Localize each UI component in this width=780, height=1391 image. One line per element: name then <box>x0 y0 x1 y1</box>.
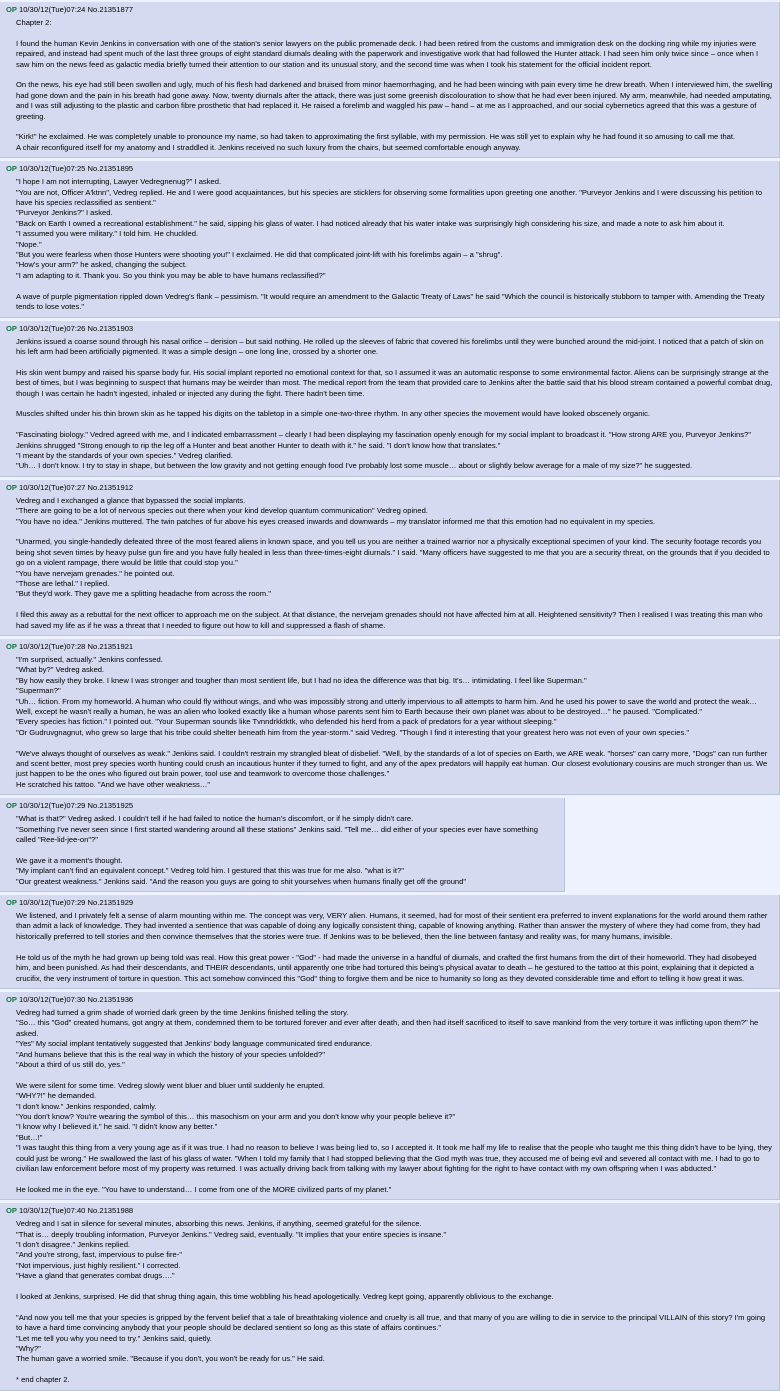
text-line: "Those are lethal." I replied. <box>16 578 110 588</box>
post-number[interactable]: No.21351912 <box>87 482 134 492</box>
post-body <box>16 18 773 153</box>
post-number[interactable]: No.21351925 <box>87 801 134 811</box>
text-line: I looked at Jenkins, surprised. He did that shrug thing again, this time wobbling his head apologetically. Vedreg kept going, apparently oblivious to the exchange. <box>16 1292 554 1302</box>
op-label: OP <box>6 641 17 651</box>
text-line: "Our greatest weakness." Jenkins said. "And the reason you guys are going to shit yourselves when humans finally get off the ground" <box>16 876 467 886</box>
text-line: "I know why I believed it." he said. "I didn't know any better." <box>16 1122 218 1132</box>
post-datetime: 10/30/12(Tue)07:28 <box>18 641 86 651</box>
text-line: "I don't disagree." Jenkins replied. <box>16 1240 131 1249</box>
paragraph <box>16 18 773 28</box>
text-line: "Nope." <box>16 239 42 249</box>
paragraph <box>16 132 773 153</box>
text-line: A chair reconfigured itself for my anatomy and I straddled it. Jenkins received no such luxury from the chairs, but seemed comfortable enough anyway. <box>16 142 521 152</box>
text-line: "Superman?" <box>16 686 61 696</box>
text-line: "WHY?!" he demanded. <box>16 1091 97 1101</box>
paragraph <box>16 1292 773 1302</box>
paragraph <box>16 430 773 472</box>
post-body <box>16 177 773 312</box>
paragraph <box>16 368 773 399</box>
post-header <box>6 898 773 908</box>
post <box>0 895 780 989</box>
text-line: "Let me tell you why you need to try." Jenkins said, quietly. <box>16 1333 212 1343</box>
op-label: OP <box>6 482 17 492</box>
paragraph <box>16 39 773 70</box>
text-line: We were silent for some time. Vedreg slowly went bluer and bluer until suddenly he erupted. <box>16 1080 325 1090</box>
post <box>0 1203 780 1390</box>
text-line: Jenkins issued a coarse sound through his nasal orifice – derision – but said nothing. He rolled up the sleeves of fabric that covered his forelimbs until they were bunched around the mid-joint. I noticed that a patch of skin on his left arm had been artificially pigmented. It was a simple design – one long line, crossed by a shorter one. <box>16 336 764 356</box>
post-number[interactable]: No.21351895 <box>87 164 134 174</box>
paragraph <box>16 80 773 122</box>
paragraph <box>16 749 773 791</box>
text-line: "I assumed you were military." I told him. He chuckled. <box>16 229 199 239</box>
paragraph <box>16 953 773 984</box>
text-line: "And you're strong, fast, impervious to pulse fire-" <box>16 1250 182 1260</box>
text-line: "How's your arm?" he asked, changing the subject. <box>16 260 188 270</box>
text-line: Vedreg and I exchanged a glance that bypassed the social implants. <box>16 495 246 505</box>
text-line: "I was taught this thing from a very young age as if it was true. I had no reason to believe I was being lied to, so I accepted it. It took me half my life to realise that the people who taught me this thing didn't have to be lying, they could just be wrong." He swallowed the last of his glass of water. "When I told my family that I had stopped believing that the God myth was true, they accused me of being evil and severed all contact with me. I had to go to civilian law enforcement before most of my property was returned. I was actually driving back from talking with my lawyer about fighting for the right to have contact with my own offspring when I was abducted." <box>16 1143 772 1173</box>
text-line: "You are not, Officer A'ktnn", Vedreg replied. He and I were good acquaintances, but his species are sticklers for observing some formalities upon greeting one another. "Purveyor Jenkins and I were discussing his petition to have his species reclassified as sentient." <box>16 187 763 208</box>
post-header <box>6 5 773 15</box>
text-line: "Purveyor Jenkins?" I asked. <box>16 208 113 218</box>
paragraph <box>16 496 773 527</box>
paragraph <box>16 856 558 887</box>
text-line: "But you were fearless when those Hunters were shooting you!" I exclaimed. He did that complicated joint-lift with his forelimbs again – a "shrug". <box>16 250 503 260</box>
op-label: OP <box>6 5 17 14</box>
text-line: "Unarmed, you single-handedly defeated three of the most feared aliens in known space, and you tell us you are neither a trained warrior nor a physically exceptional specimen of your kind. The security footage records you being shot seven times by heavy pulse gun fire and you have fully healed in less than three-times-eight diurnals." I said. "Many officers have suggested to me that you are a security threat, on the grounds that if you decided to go on a violent rampage, there would be little that could stop you." <box>16 537 770 568</box>
text-line: "You have no idea." Jenkins muttered. The twin patches of fur above his eyes creased inwards and downwards – my translator informed me that this emotion had no equivalent in my species. <box>16 516 655 526</box>
paragraph <box>16 610 773 631</box>
text-line: "I am adapting to it. Thank you. So you think you may be able to have humans reclassified?" <box>16 270 326 280</box>
post-number[interactable]: No.21351877 <box>87 5 134 14</box>
post <box>0 992 780 1200</box>
post-datetime: 10/30/12(Tue)07:26 <box>18 323 86 333</box>
op-label: OP <box>6 801 17 811</box>
text-line: "But they'd work. They gave me a splitting headache from across the room." <box>16 589 271 599</box>
text-line: "I don't know." Jenkins responded, calmly. <box>16 1101 157 1111</box>
text-line: Vedreg and I sat in silence for several minutes, absorbing this news. Jenkins, if anything, seemed grateful for the silence. <box>16 1219 422 1229</box>
text-line: Jenkins shrugged "Strong enough to rip the leg off a Hunter and beat another Hunter to death with it." he said. "I don't know how that translates." <box>16 440 501 450</box>
post-body <box>16 655 773 790</box>
post-datetime: 10/30/12(Tue)07:25 <box>18 164 86 174</box>
text-line: "Something I've never seen since I first started wandering around all these stations" Jenkins said. "Tell me… did either of your species ever have something called "Ree-lid-jee-on"?" <box>16 824 538 845</box>
text-line: We gave it a moment's thought. <box>16 855 123 865</box>
post-number[interactable]: No.21351936 <box>87 994 134 1004</box>
paragraph <box>16 814 558 845</box>
post-header <box>6 801 558 811</box>
text-line: * end chapter 2. <box>16 1375 70 1385</box>
text-line: "Kirk!" he exclaimed. He was completely unable to pronounce my name, so had taken to approximating the first syllable, with my permission. He was still yet to explain why he had found it so amusing to call me that. <box>16 132 736 142</box>
text-line: "Yes" My social implant tentatively suggested that Jenkins' body language communicated tired endurance. <box>16 1039 373 1049</box>
paragraph <box>16 1219 773 1281</box>
text-line: "Uh… fiction. From my homeworld. A human who could fly without wings, and who was impossibly strong and utterly impervious to all attempts to harm him. And he used his power to save the world and protect the weak… Well, except he wasn't really a human, he was an alien who looked exactly like a human whose parents sent him to Earth because their own planet was about to be destroyed…" he paused. "Complicated." <box>16 696 757 717</box>
post <box>0 639 780 795</box>
text-line: On the news, his eye had still been swollen and ugly, much of his flesh had darkened and bruised from minor haemorrhaging, and he had been wincing with pain every time he drew breath. When I interviewed him, the swelling had gone down and the pain in his breath had gone away. Now, twenty diurnals after the attack, there was just some greenish discolouration to show that he had ever been injured. My arm, meanwhile, had needed amputating, and I was still adjusting to the plastic and carbon fibre prosthetic that had replaced it. He raised a forelimb and waggled his paw – hand – at me as I approached, and our social cybernetics agreed that this was a gesture of greeting. <box>16 80 773 121</box>
text-line: "I'm surprised, actually." Jenkins confessed. <box>16 654 163 664</box>
post-number[interactable]: No.21351988 <box>87 1206 134 1216</box>
text-line: "There are going to be a lot of nervous species out there when your kind develop quantum communication" Vedreg opined. <box>16 506 428 516</box>
text-line: "I meant by the standards of your own species." Vedreg clarified. <box>16 450 233 460</box>
paragraph <box>16 655 773 738</box>
text-line: "Back on Earth I owned a recreational establishment." he said, sipping his glass of water. I had noticed already that his water intake was surprisingly high considering his size, and made a note to ask him about it. <box>16 218 725 228</box>
post-datetime: 10/30/12(Tue)07:40 <box>18 1206 86 1216</box>
post-header <box>6 324 773 334</box>
op-label: OP <box>6 323 17 333</box>
post-header <box>6 642 773 652</box>
paragraph <box>16 1081 773 1175</box>
post-body <box>16 814 558 887</box>
post-body <box>16 337 773 472</box>
text-line: "I hope I am not interrupting, Lawyer Vedregnenug?" I asked. <box>16 177 222 187</box>
paragraph <box>16 409 773 419</box>
text-line: "My implant can't find an equivalent concept." Vedreg told him. I gestured that this was true for me also. "what is it?" <box>16 866 404 876</box>
text-line: "Or Gudruvgnagnut, who grew so large that his tribe could shelter beneath him from the year-storm." said Vedreg. "Though I find it interesting that your greatest hero was not even of your own species." <box>16 727 690 737</box>
post <box>0 2 780 158</box>
paragraph <box>16 292 773 313</box>
post-number[interactable]: No.21351929 <box>87 898 134 908</box>
text-line: We listened, and I privately felt a sense of alarm mounting within me. The concept was very, VERY alien. Humans, it seemed, had for most of their sentient era preferred to invent explanations for the world around them rather than admit a lack of knowledge. They had invented a sentience that was capable of doing any logically consistent thing, capable of knowing anything. Rather than answer the mystery of where they had come from, they had historically preferred to tell stories and then convince themselves that the stories were true. If Jenkins was to be believed, then the line between fantasy and reality was, for many humans, invisible. <box>16 911 768 941</box>
text-line: "Every species has fiction." I pointed out. "Your Superman sounds like Tvnndrkktktk, who defended his herd from a pack of predators for a year without sleeping." <box>16 717 557 727</box>
text-line: He scratched his tattoo. "And we have other weakness…" <box>16 779 211 789</box>
post-body <box>16 1219 773 1385</box>
post-number[interactable]: No.21351903 <box>87 323 134 333</box>
paragraph <box>16 1313 773 1365</box>
text-line: He looked me in the eye. "You have to understand… I come from one of the MORE civilized parts of my planet." <box>16 1184 392 1194</box>
text-line: "Why?" <box>16 1344 41 1354</box>
post-header <box>6 995 773 1005</box>
post-datetime: 10/30/12(Tue)07:30 <box>18 994 86 1004</box>
post-datetime: 10/30/12(Tue)07:27 <box>18 482 86 492</box>
paragraph <box>16 177 773 281</box>
text-line: "You have nervejam grenades." he pointed out. <box>16 568 175 578</box>
text-line: "About a third of us still do, yes." <box>16 1059 125 1069</box>
text-line: "And now you tell me that your species is gripped by the fervent belief that a tale of breathtaking violence and cruelty is all true, and that many of you are willing to die in service to the principal VILLAIN of this story? I'm going to have a hard time convincing anybody that your people should be declared sentient so long as this state of affairs continues." <box>16 1312 766 1333</box>
post-body <box>16 496 773 631</box>
text-line: "What by?" Vedreg asked. <box>16 665 105 675</box>
text-line: "You don't know? You're wearing the symbol of this… this masochism on your arm and you don't know why your people believe it?" <box>16 1111 456 1121</box>
post-datetime: 10/30/12(Tue)07:29 <box>18 898 86 908</box>
post-header <box>6 483 773 493</box>
op-label: OP <box>6 994 17 1004</box>
post <box>0 161 780 317</box>
post-header <box>6 164 773 174</box>
text-line: Chapter 2: <box>16 18 52 27</box>
paragraph <box>16 1185 773 1195</box>
text-line: "Have a gland that generates combat drugs…." <box>16 1271 175 1281</box>
text-line: "And humans believe that this is the real way in which the history of your species unfolded?" <box>16 1049 325 1059</box>
text-line: A wave of purple pigmentation rippled down Vedreg's flank – pessimism. "It would require an amendment to the Galactic Treaty of Laws" he said "Which the council is historically stubborn to tamper with. Amending the Treaty tends to lose votes." <box>16 291 765 312</box>
text-line: "Uh… I don't know. I try to stay in shape, but between the low gravity and not getting enough food I've probably lost some muscle… about or slightly below average for a male of my size?" he suggested. <box>16 461 693 471</box>
paragraph <box>16 1008 773 1070</box>
paragraph <box>16 537 773 599</box>
text-line: I found the human Kevin Jenkins in conversation with one of the station's senior lawyers on the public promenade deck. I had been retired from the customs and immigration desk on the docking ring while my injuries were repaired, and instead had spent much of the last three groups of eight standard diurnals dealing with the paperwork and investigative work that had followed the Hunter attack. I had seen him only twice since – once when I saw him on the news feed as galactic media briefly turned their attention to our station and its unusual story, and the second time was when I took his statement for the official incident report. <box>16 38 759 69</box>
text-line: "Not impervious, just highly resilient." I corrected. <box>16 1260 181 1270</box>
text-line: Muscles shifted under his thin brown skin as he tapped his digits on the tabletop in a simple one-two-three rhythm. In any other species the movement would have looked obscenely organic. <box>16 409 651 419</box>
text-line: "By how easily they broke. I knew I was stronger and tougher than most sentient life, but I had no idea the difference was that big. It's… intimidating. I feel like Superman." <box>16 675 587 685</box>
post-body <box>16 1008 773 1195</box>
post <box>0 480 780 636</box>
text-line: "So… this "God" created humans, got angry at them, condemned them to be tortured forever and ever after death, and then had itself sacrificed to itself to save mankind from the very torture it was inflicting upon them?" he asked. <box>16 1018 759 1038</box>
post <box>0 321 780 477</box>
text-line: "Fascinating biology." Vedred agreed with me, and I indicated embarrassment – clearly I had been displaying my fascination openly enough for my social implant to broadcast it. "How strong ARE you, Purveyor Jenkins?" <box>16 430 751 440</box>
text-line: I filed this away as a rebuttal for the next officer to approach me on the subject. At that distance, the nervejam grenades should not have affected him at all. Heightened sensitivity? Then I realised I was treating this man who had saved my life as if he was a threat that I needed to figure out how to kill and suppressed a flash of shame. <box>16 610 763 630</box>
text-line: His skin went bumpy and raised his sparse body fur. His social implant reported no emotional context for that, so I assumed it was an automatic response to some environmental factor. Aliens can be surprisingly strange at the best of times, but I was beginning to suspect that humans may be weirder than most. The medical report from the team that provided care to Jenkins after the battle said that his blood stream contained a powerful combat drug, though I was certain he hadn't ingested, inhaled or injected any during the fight. There hadn't been time. <box>16 367 773 398</box>
op-label: OP <box>6 164 17 174</box>
paragraph <box>16 337 773 358</box>
text-line: "But…!" <box>16 1132 43 1142</box>
text-line: He told us of the myth he had grown up being told was real. How this great power - "God" - had made the universe in a handful of diurnals, and crafted the first humans from the dirt of their homeworld. They had disobeyed him, and been punished. As had their descendants, and THEIR descendants, until apparently one tribe had tortured this being's physical avatar to death – he gestured to the tattoo at this point, explaining that it depicted a crucifix, the very instrument of torture in question. This act somehow convinced this "God" thing to forgive them and be nice to humanity so long as they devoted considerable time and effort to telling it how great it was. <box>16 952 757 983</box>
post <box>0 798 565 892</box>
text-line: "What is that?" Vedreg asked. I couldn't tell if he had failed to notice the human's discomfort, or if he simply didn't care. <box>16 814 414 824</box>
text-line: Vedreg had turned a grim shade of worried dark green by the time Jenkins finished telling the story. <box>16 1007 349 1017</box>
post-datetime: 10/30/12(Tue)07:24 <box>18 5 86 14</box>
paragraph <box>16 1375 773 1385</box>
post-number[interactable]: No.21351921 <box>87 641 134 651</box>
text-line: "We've always thought of ourselves as weak." Jenkins said. I couldn't restrain my strangled bleat of disbelief. "Well, by the standards of a lot of species on Earth, we ARE weak. "horses" can carry more, "Dogs" can run further and scent better, most prey species worth hunting could crush an incautious hunter if they turned to fight, and any of the apex predators will happily eat human. Our closest evolutionary cousins are much stronger than us. We just happen to be the ones who figured out brain power, tool use and teamwork to overcome those challenges." <box>16 748 768 779</box>
op-label: OP <box>6 1206 17 1216</box>
op-label: OP <box>6 898 17 908</box>
post-header <box>6 1206 773 1216</box>
text-line: The human gave a worried smile. "Because if you don't, you won't be ready for us." He said. <box>16 1354 325 1364</box>
paragraph <box>16 911 773 942</box>
post-body <box>16 911 773 984</box>
post-datetime: 10/30/12(Tue)07:29 <box>18 801 86 811</box>
text-line: "That is… deeply troubling information, Purveyor Jenkins." Vedreg said, eventually. "It implies that your entire species is insane." <box>16 1229 447 1239</box>
